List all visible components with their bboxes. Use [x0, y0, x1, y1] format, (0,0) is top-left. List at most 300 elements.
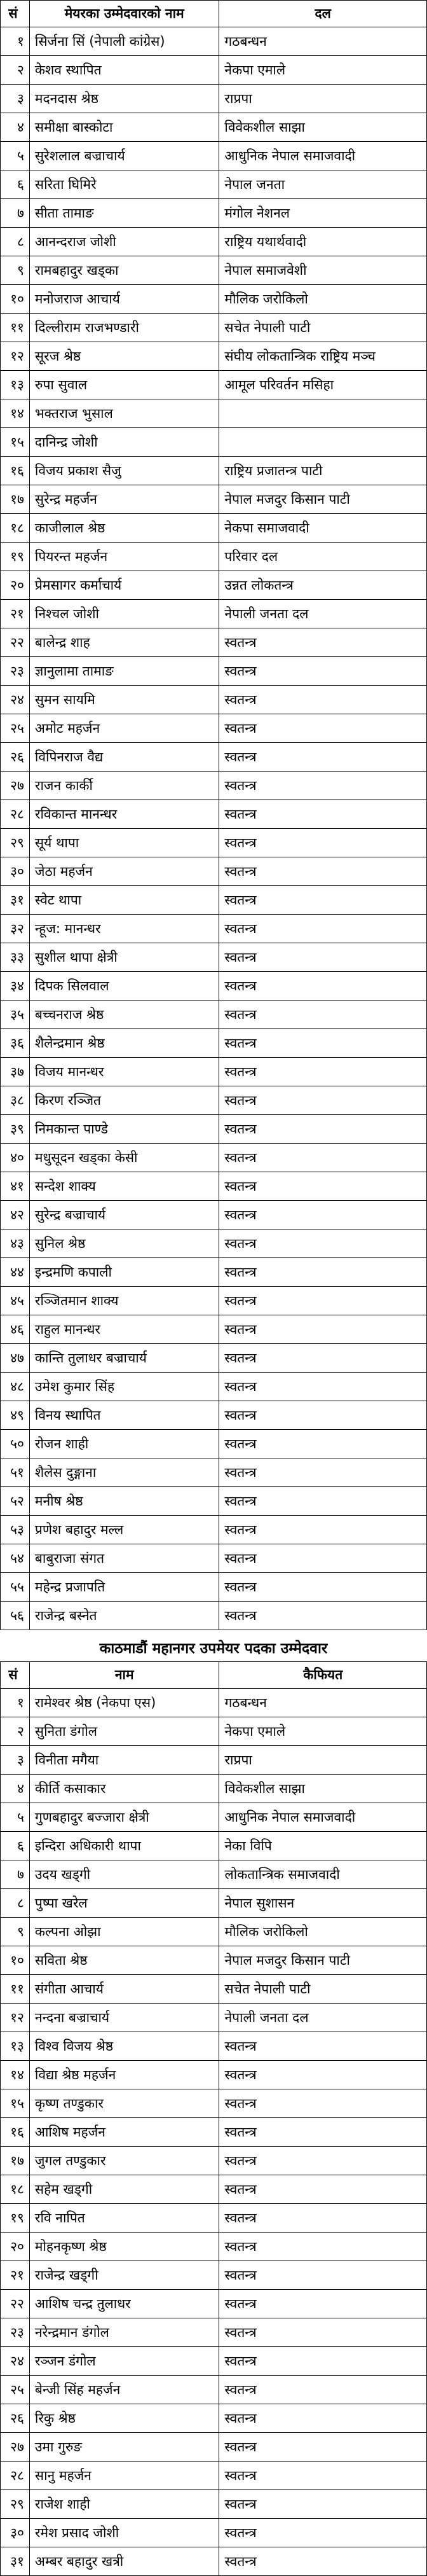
party-cell: संघीय लोकतान्त्रिक राष्ट्रिय मञ्च	[219, 342, 427, 371]
party-cell: स्वतन्त्र	[219, 2376, 427, 2404]
party-cell: आमूल परिवर्तन मसिहा	[219, 371, 427, 399]
table-row	[1, 600, 427, 628]
table-row	[1, 1860, 427, 1889]
candidate-name-cell: मनीष श्रेष्ठ	[29, 1487, 219, 1516]
table-row	[1, 2290, 427, 2318]
serial-number-cell: १४	[1, 399, 30, 428]
candidate-name-cell: रिकु श्रेष्ठ	[29, 2404, 219, 2433]
table-row	[1, 1172, 427, 1201]
table-row	[1, 371, 427, 399]
party-cell: स्वतन्त्र	[219, 1516, 427, 1544]
candidate-name-cell: सुनिता डंगोल	[29, 1717, 219, 1746]
party-cell: स्वतन्त्र	[219, 972, 427, 1001]
table-row	[1, 857, 427, 886]
table-row	[1, 1315, 427, 1344]
candidate-name-cell: सुरेशलाल बज्राचार्य	[29, 142, 219, 170]
serial-number-cell: ४६	[1, 1315, 30, 1344]
party-cell: आधुनिक नेपाल समाजवादी	[219, 142, 427, 170]
serial-number-cell: १६	[1, 2118, 30, 2147]
party-cell: मौलिक जरोकिलो	[219, 285, 427, 314]
table-row	[1, 1229, 427, 1258]
table-row	[1, 1832, 427, 1860]
serial-number-cell: १५	[1, 2089, 30, 2118]
table-row	[1, 170, 427, 199]
serial-number-cell: १०	[1, 285, 30, 314]
serial-number-cell: १५	[1, 428, 30, 457]
table-row	[1, 428, 427, 457]
table-row	[1, 1487, 427, 1516]
table-row	[1, 714, 427, 743]
table-row	[1, 2433, 427, 2462]
serial-number-cell: ५४	[1, 1544, 30, 1573]
party-cell: नेपाल सुशासन	[219, 1889, 427, 1918]
party-cell: स्वतन्त्र	[219, 1487, 427, 1516]
serial-number-cell: २५	[1, 2376, 30, 2404]
party-cell: नेकपा समाजवादी	[219, 514, 427, 543]
serial-number-cell: ४८	[1, 1373, 30, 1401]
serial-number-cell: १९	[1, 2204, 30, 2233]
table-row	[1, 228, 427, 256]
table-row	[1, 1258, 427, 1287]
table-row	[1, 399, 427, 428]
party-cell: स्वतन्त्र	[219, 657, 427, 686]
candidate-name-cell: सुनिल श्रेष्ठ	[29, 1229, 219, 1258]
serial-number-cell: ८	[1, 228, 30, 256]
party-cell: स्वतन्त्र	[219, 1287, 427, 1315]
candidate-name-cell: बाबुराजा संगत	[29, 1544, 219, 1573]
candidate-name-cell: कीर्ति कसाकार	[29, 1775, 219, 1803]
party-cell: सचेत नेपाली पाटी	[219, 314, 427, 342]
party-cell: नेपाली जनता दल	[219, 2004, 427, 2032]
table-row	[1, 571, 427, 600]
candidate-name-cell: सूरज श्रेष्ठ	[29, 342, 219, 371]
party-cell: स्वतन्त्र	[219, 1144, 427, 1172]
party-cell: सचेत नेपाली पाटी	[219, 1975, 427, 2004]
serial-number-cell: २५	[1, 714, 30, 743]
serial-number-cell: १	[1, 1689, 30, 1717]
serial-number-cell: ४३	[1, 1229, 30, 1258]
serial-number-cell: ५५	[1, 1573, 30, 1602]
party-cell	[219, 399, 427, 428]
header-party: दल	[219, 1, 427, 27]
table-row	[1, 342, 427, 371]
serial-number-cell: ५	[1, 142, 30, 170]
serial-number-cell: ३	[1, 85, 30, 113]
party-cell: विवेकशील साझा	[219, 113, 427, 142]
party-cell: स्वतन्त्र	[219, 1058, 427, 1086]
header-serial: सं	[1, 1, 30, 27]
serial-number-cell: १६	[1, 457, 30, 485]
candidate-name-cell: रमेश प्रसाद जोशी	[29, 2519, 219, 2547]
candidate-name-cell: सूर्य थापा	[29, 829, 219, 857]
table-row	[1, 2462, 427, 2490]
table-row	[1, 1516, 427, 1544]
party-cell	[219, 428, 427, 457]
party-cell: स्वतन्त्र	[219, 1029, 427, 1058]
candidate-name-cell: रञ्जन डंगोल	[29, 2347, 219, 2376]
party-cell: स्वतन्त्र	[219, 1344, 427, 1373]
serial-number-cell: २१	[1, 600, 30, 628]
party-cell: स्वतन्त्र	[219, 943, 427, 972]
party-cell: स्वतन्त्र	[219, 2462, 427, 2490]
serial-number-cell: १७	[1, 2147, 30, 2175]
serial-number-cell: ४२	[1, 1201, 30, 1229]
serial-number-cell: २२	[1, 628, 30, 657]
candidate-name-cell: कल्पना ओझा	[29, 1918, 219, 1946]
serial-number-cell: ५३	[1, 1516, 30, 1544]
serial-number-cell: ३७	[1, 1058, 30, 1086]
candidate-name-cell: सीता तामाङ	[29, 199, 219, 228]
party-cell: स्वतन्त्र	[219, 772, 427, 800]
party-cell: राष्ट्रिय प्रजातन्त्र पाटी	[219, 457, 427, 485]
table-row	[1, 1889, 427, 1918]
table-row	[1, 2376, 427, 2404]
table-row	[1, 2547, 427, 2576]
table-row	[1, 1717, 427, 1746]
candidate-name-cell: निश्चल जोशी	[29, 600, 219, 628]
candidate-name-cell: उमेश कुमार सिंह	[29, 1373, 219, 1401]
serial-number-cell: ५६	[1, 1602, 30, 1630]
candidate-name-cell: राजेश शाही	[29, 2490, 219, 2519]
party-cell: स्वतन्त्र	[219, 1430, 427, 1458]
party-cell: स्वतन्त्र	[219, 1401, 427, 1430]
party-cell: स्वतन्त्र	[219, 1602, 427, 1630]
party-cell: राष्ट्रिय यथार्थवादी	[219, 228, 427, 256]
serial-number-cell: ३२	[1, 915, 30, 943]
serial-number-cell: ३९	[1, 1115, 30, 1144]
party-cell: स्वतन्त्र	[219, 1172, 427, 1201]
candidate-name-cell: केशव स्थापित	[29, 56, 219, 85]
candidate-name-cell: सहेम खड्गी	[29, 2175, 219, 2204]
candidate-name-cell: काजीलाल श्रेष्ठ	[29, 514, 219, 543]
candidate-name-cell: गुणबहादुर बज्जारा क्षेत्री	[29, 1803, 219, 1832]
candidate-name-cell: विनय स्थापित	[29, 1401, 219, 1430]
table-row	[1, 743, 427, 772]
party-cell: स्वतन्त्र	[219, 1115, 427, 1144]
candidate-name-cell: नन्दना बज्राचार्य	[29, 2004, 219, 2032]
deputy-mayor-section-title: काठमाडौं महानगर उपमेयर पदका उम्मेदवार	[99, 1640, 328, 1657]
serial-number-cell: ३८	[1, 1086, 30, 1115]
party-cell: स्वतन्त्र	[219, 2118, 427, 2147]
candidate-name-cell: प्रणेश बहादुर मल्ल	[29, 1516, 219, 1544]
table-row	[1, 1458, 427, 1487]
mayor-header-row	[1, 1, 427, 27]
serial-number-cell: २४	[1, 2347, 30, 2376]
candidate-name-cell: नरेन्द्रमान डंगोल	[29, 2318, 219, 2347]
party-cell: स्वतन्त्र	[219, 1229, 427, 1258]
table-row	[1, 457, 427, 485]
serial-number-cell: १७	[1, 485, 30, 514]
serial-number-cell: २१	[1, 2261, 30, 2290]
table-row	[1, 2175, 427, 2204]
candidate-name-cell: मोहनकृष्ण श्रेष्ठ	[29, 2233, 219, 2261]
party-cell: विवेकशील साझा	[219, 1775, 427, 1803]
table-row	[1, 2233, 427, 2261]
party-cell: स्वतन्त्र	[219, 1458, 427, 1487]
candidate-name-cell: रञ्जितमान शाक्य	[29, 1287, 219, 1315]
party-cell: स्वतन्त्र	[219, 2089, 427, 2118]
candidate-name-cell: विपिनराज वैद्य	[29, 743, 219, 772]
candidate-name-cell: स्वेट थापा	[29, 886, 219, 915]
party-cell: स्वतन्त्र	[219, 686, 427, 714]
table-row	[1, 1287, 427, 1315]
serial-number-cell: २३	[1, 2318, 30, 2347]
candidate-name-cell: सुरेन्द्र महर्जन	[29, 485, 219, 514]
table-row	[1, 686, 427, 714]
serial-number-cell: ६	[1, 170, 30, 199]
serial-number-cell: ११	[1, 1975, 30, 2004]
candidate-name-cell: शैलेन्द्रमान श्रेष्ठ	[29, 1029, 219, 1058]
serial-number-cell: ५२	[1, 1487, 30, 1516]
table-row	[1, 514, 427, 543]
serial-number-cell: २९	[1, 829, 30, 857]
party-cell: स्वतन्त्र	[219, 2490, 427, 2519]
serial-number-cell: २४	[1, 686, 30, 714]
table-row	[1, 2261, 427, 2290]
table-row	[1, 2204, 427, 2233]
candidate-name-cell: रामबहादुर खड्का	[29, 256, 219, 285]
table-row	[1, 314, 427, 342]
party-cell: स्वतन्त्र	[219, 2032, 427, 2061]
serial-number-cell: ४१	[1, 1172, 30, 1201]
candidate-name-cell: इन्द्रमणि कपाली	[29, 1258, 219, 1287]
party-cell: नेपाल जनता	[219, 170, 427, 199]
candidate-name-cell: बेन्जी सिंह महर्जन	[29, 2376, 219, 2404]
table-row	[1, 915, 427, 943]
candidate-name-cell: आनन्दराज जोशी	[29, 228, 219, 256]
serial-number-cell: १४	[1, 2061, 30, 2089]
table-row	[1, 543, 427, 571]
candidate-name-cell: विद्या श्रेष्ठ महर्जन	[29, 2061, 219, 2089]
party-cell: आधुनिक नेपाल समाजवादी	[219, 1803, 427, 1832]
serial-number-cell: ३१	[1, 886, 30, 915]
table-row	[1, 2032, 427, 2061]
header-serial: सं	[1, 1662, 30, 1689]
table-row	[1, 657, 427, 686]
serial-number-cell: ५	[1, 1803, 30, 1832]
serial-number-cell: ४५	[1, 1287, 30, 1315]
party-cell: स्वतन्त्र	[219, 1544, 427, 1573]
candidate-name-cell: किरण रञ्जित	[29, 1086, 219, 1115]
candidate-name-cell: रोजन शाही	[29, 1430, 219, 1458]
table-row	[1, 1086, 427, 1115]
candidate-name-cell: विनीता मगैया	[29, 1746, 219, 1775]
serial-number-cell: २	[1, 56, 30, 85]
party-cell: मौलिक जरोकिलो	[219, 1918, 427, 1946]
table-row	[1, 285, 427, 314]
candidate-name-cell: जेठा महर्जन	[29, 857, 219, 886]
table-row	[1, 1544, 427, 1573]
table-row	[1, 1029, 427, 1058]
serial-number-cell: २६	[1, 2404, 30, 2433]
deputy-table-body	[1, 1689, 427, 2576]
party-cell: स्वतन्त्र	[219, 2347, 427, 2376]
serial-number-cell: ३५	[1, 1001, 30, 1029]
party-cell: स्वतन्त्र	[219, 743, 427, 772]
table-row	[1, 2147, 427, 2175]
party-cell: नेपाली जनता दल	[219, 600, 427, 628]
serial-number-cell: १२	[1, 2004, 30, 2032]
table-row	[1, 2318, 427, 2347]
candidate-name-cell: रुपा सुवाल	[29, 371, 219, 399]
party-cell: स्वतन्त्र	[219, 886, 427, 915]
table-row	[1, 2519, 427, 2547]
candidate-name-cell: दिपक सिलवाल	[29, 972, 219, 1001]
candidate-name-cell: न्हूज: मानन्धर	[29, 915, 219, 943]
candidate-name-cell: अमोट महर्जन	[29, 714, 219, 743]
serial-number-cell: २८	[1, 800, 30, 829]
party-cell: स्वतन्त्र	[219, 915, 427, 943]
table-row	[1, 829, 427, 857]
candidate-name-cell: राहुल मानन्धर	[29, 1315, 219, 1344]
candidate-name-cell: मधुसूदन खड्का केसी	[29, 1144, 219, 1172]
candidate-name-cell: समीक्षा बास्कोटा	[29, 113, 219, 142]
party-cell: स्वतन्त्र	[219, 2547, 427, 2576]
party-cell: नेका विपि	[219, 1832, 427, 1860]
candidate-name-cell: कृष्ण तण्डुकार	[29, 2089, 219, 2118]
table-row	[1, 772, 427, 800]
candidate-name-cell: सिर्जना सिं (नेपाली कांग्रेस)	[29, 27, 219, 56]
table-row	[1, 85, 427, 113]
serial-number-cell: ३३	[1, 943, 30, 972]
candidate-name-cell: सुशील थापा क्षेत्री	[29, 943, 219, 972]
serial-number-cell: १८	[1, 2175, 30, 2204]
table-row	[1, 628, 427, 657]
party-cell: स्वतन्त्र	[219, 1201, 427, 1229]
party-cell: स्वतन्त्र	[219, 714, 427, 743]
candidate-name-cell: मनोजराज आचार्य	[29, 285, 219, 314]
serial-number-cell: २०	[1, 571, 30, 600]
candidate-name-cell: सन्देश शाक्य	[29, 1172, 219, 1201]
table-row	[1, 56, 427, 85]
serial-number-cell: १९	[1, 543, 30, 571]
serial-number-cell: २०	[1, 2233, 30, 2261]
table-row	[1, 1001, 427, 1029]
party-cell: स्वतन्त्र	[219, 2519, 427, 2547]
candidate-name-cell: राजन कार्की	[29, 772, 219, 800]
serial-number-cell: २७	[1, 772, 30, 800]
serial-number-cell: ५१	[1, 1458, 30, 1487]
party-cell: स्वतन्त्र	[219, 2404, 427, 2433]
table-row	[1, 142, 427, 170]
party-cell: स्वतन्त्र	[219, 2061, 427, 2089]
serial-number-cell: ३	[1, 1746, 30, 1775]
table-row	[1, 1144, 427, 1172]
party-cell: परिवार दल	[219, 543, 427, 571]
candidate-name-cell: महेन्द्र प्रजापति	[29, 1573, 219, 1602]
table-row	[1, 886, 427, 915]
candidate-name-cell: सविता श्रेष्ठ	[29, 1946, 219, 1975]
party-cell: स्वतन्त्र	[219, 1086, 427, 1115]
candidate-name-cell: दिल्लीराम राजभण्डारी	[29, 314, 219, 342]
serial-number-cell: ४	[1, 1775, 30, 1803]
serial-number-cell: २२	[1, 2290, 30, 2318]
candidate-name-cell: मदनदास श्रेष्ठ	[29, 85, 219, 113]
header-remarks: कैफियत	[219, 1662, 427, 1689]
party-cell: स्वतन्त्र	[219, 829, 427, 857]
serial-number-cell: २	[1, 1717, 30, 1746]
serial-number-cell: २७	[1, 2433, 30, 2462]
serial-number-cell: ३४	[1, 972, 30, 1001]
party-cell: स्वतन्त्र	[219, 1373, 427, 1401]
party-cell: गठबन्धन	[219, 1689, 427, 1717]
candidate-name-cell: भक्तराज भुसाल	[29, 399, 219, 428]
party-cell: नेपाल मजदुर किसान पाटी	[219, 485, 427, 514]
table-row	[1, 1573, 427, 1602]
table-row	[1, 972, 427, 1001]
candidate-name-cell: पियरन्त महर्जन	[29, 543, 219, 571]
table-row	[1, 1689, 427, 1717]
candidate-name-cell: आशिष चन्द्र तुलाधर	[29, 2290, 219, 2318]
table-row	[1, 113, 427, 142]
deputy-header-row	[1, 1662, 427, 1689]
table-row	[1, 2490, 427, 2519]
party-cell: स्वतन्त्र	[219, 2175, 427, 2204]
table-row	[1, 1803, 427, 1832]
serial-number-cell: ७	[1, 1860, 30, 1889]
table-row	[1, 2347, 427, 2376]
serial-number-cell: १३	[1, 2032, 30, 2061]
candidate-name-cell: सुरेन्द्र बज्राचार्य	[29, 1201, 219, 1229]
candidate-name-cell: बच्चनराज श्रेष्ठ	[29, 1001, 219, 1029]
table-row	[1, 943, 427, 972]
serial-number-cell: १३	[1, 371, 30, 399]
table-row	[1, 1918, 427, 1946]
party-cell: राप्रपा	[219, 1746, 427, 1775]
serial-number-cell: ५०	[1, 1430, 30, 1458]
table-row	[1, 1373, 427, 1401]
party-cell: स्वतन्त्र	[219, 1001, 427, 1029]
serial-number-cell: ४७	[1, 1344, 30, 1373]
table-row	[1, 2118, 427, 2147]
serial-number-cell: ९	[1, 256, 30, 285]
table-row	[1, 1775, 427, 1803]
table-row	[1, 2004, 427, 2032]
candidate-name-cell: निमकान्त पाण्डे	[29, 1115, 219, 1144]
candidate-name-cell: प्रेमसागर कर्माचार्य	[29, 571, 219, 600]
table-row	[1, 1746, 427, 1775]
table-row	[1, 1946, 427, 1975]
candidate-name-cell: विजय प्रकाश सैजु	[29, 457, 219, 485]
candidate-name-cell: सुमन सायमि	[29, 686, 219, 714]
table-row	[1, 1602, 427, 1630]
table-row	[1, 485, 427, 514]
party-cell: नेपाल मजदुर किसान पाटी	[219, 1946, 427, 1975]
mayor-table-body	[1, 27, 427, 1630]
candidate-name-cell: उमा गुरुङ	[29, 2433, 219, 2462]
candidate-name-cell: बालेन्द्र शाह	[29, 628, 219, 657]
party-cell: स्वतन्त्र	[219, 2233, 427, 2261]
party-cell: नेकपा एमाले	[219, 56, 427, 85]
party-cell: स्वतन्त्र	[219, 857, 427, 886]
candidate-name-cell: दानिन्द्र जोशी	[29, 428, 219, 457]
candidate-name-cell: आशिष महर्जन	[29, 2118, 219, 2147]
party-cell: स्वतन्त्र	[219, 800, 427, 829]
candidate-name-cell: शैलेस दुङ्गाना	[29, 1458, 219, 1487]
party-cell: स्वतन्त्र	[219, 1573, 427, 1602]
serial-number-cell: ४	[1, 113, 30, 142]
candidate-name-cell: विश्व विजय श्रेष्ठ	[29, 2032, 219, 2061]
serial-number-cell: १	[1, 27, 30, 56]
party-cell: लोकतान्त्रिक समाजवादी	[219, 1860, 427, 1889]
party-cell: नेपाल समाजवेशी	[219, 256, 427, 285]
party-cell: स्वतन्त्र	[219, 2290, 427, 2318]
serial-number-cell: १०	[1, 1946, 30, 1975]
table-row	[1, 2089, 427, 2118]
party-cell: स्वतन्त्र	[219, 1258, 427, 1287]
table-row	[1, 27, 427, 56]
serial-number-cell: १२	[1, 342, 30, 371]
